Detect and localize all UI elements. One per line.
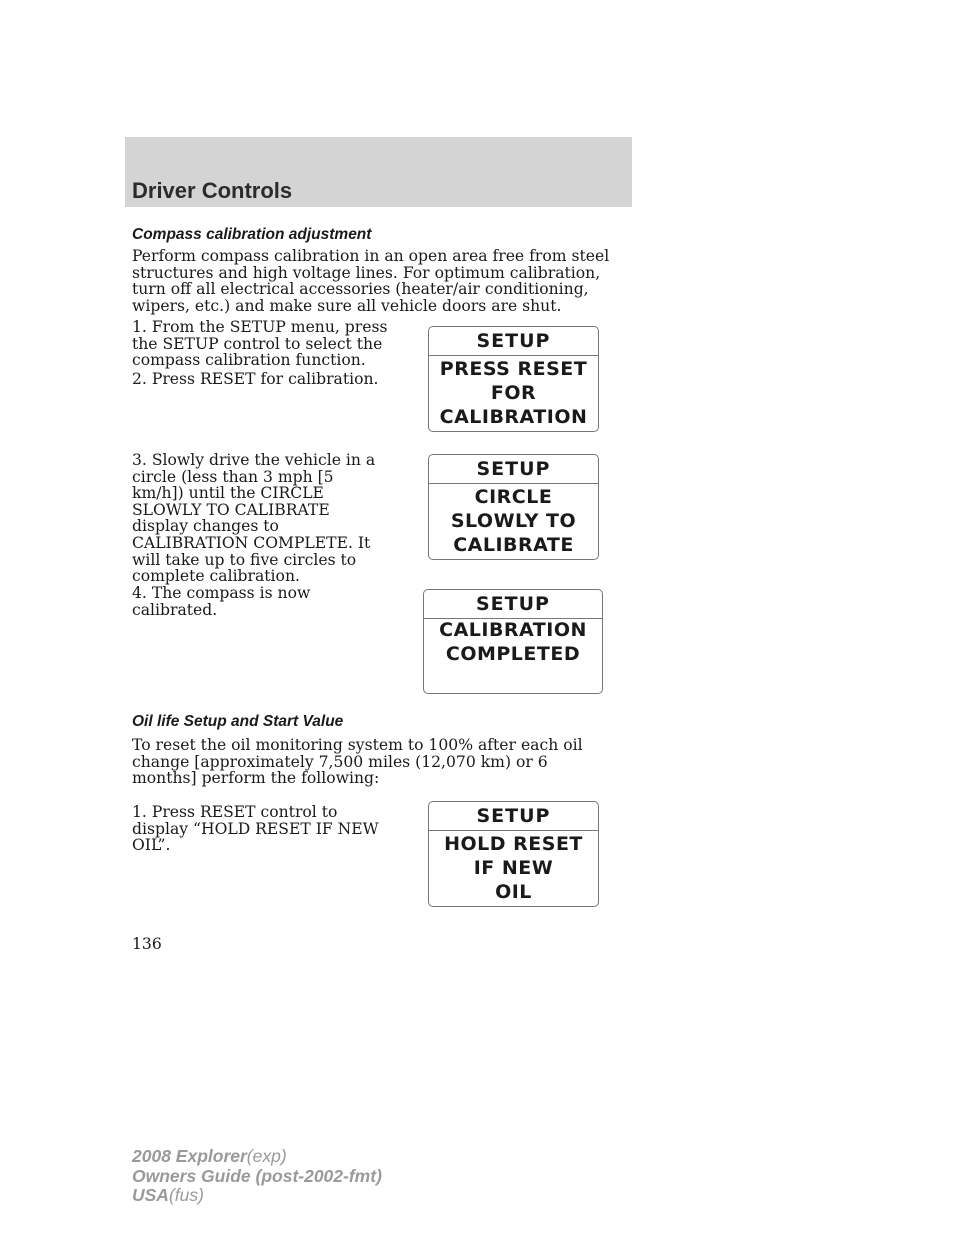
display-title: SETUP <box>476 330 551 352</box>
compass-step-4: 4. The compass is now calibrated. <box>132 584 311 619</box>
footer-line-market <box>132 1186 382 1206</box>
display-message <box>429 832 598 904</box>
oil-step-1: 1. Press RESET control to display “HOLD RESET IF NEW OIL”. <box>132 803 379 855</box>
display-hold-reset-if-new-oil <box>428 801 599 907</box>
section-title: Driver Controls <box>132 178 293 203</box>
oil-life-heading: Oil life Setup and Start Value <box>132 713 344 730</box>
footer-market: USA <box>132 1185 169 1205</box>
footer-guide: Owners Guide (post-2002-fmt) <box>132 1165 382 1186</box>
display-title: SETUP <box>476 805 551 827</box>
display-line: IF NEW <box>473 857 554 879</box>
display-message <box>429 357 598 429</box>
footer-model: 2008 Explorer <box>132 1146 247 1166</box>
footer-market-tag: (fus) <box>168 1185 204 1205</box>
display-line: FOR <box>490 382 537 404</box>
footer-line-model <box>132 1147 382 1167</box>
display-message <box>429 485 598 557</box>
document-footer <box>132 1147 382 1206</box>
display-line: CALIBRATE <box>453 534 574 556</box>
compass-intro-paragraph: Perform compass calibration in an open area free from steel structures and high voltage lines. For optimum calibration, turn off all electrical accessories (heater/air conditioning, wipers, etc.) and make sure all vehicle doors are shut. <box>132 247 610 315</box>
compass-step-2: 2. Press RESET for calibration. <box>132 370 379 388</box>
display-calibration-completed <box>423 589 603 694</box>
display-divider <box>429 830 598 831</box>
compass-step-3: 3. Slowly drive the vehicle in a circle (less than 3 mph [5 km/h]) until the CIRCLE SLOWLY TO CALIBRATE display changes to CALIBRATION COMPLETE. It will take up to five circles to complete calibration. <box>132 451 376 586</box>
display-line: CIRCLE <box>474 486 553 508</box>
display-line: HOLD RESET <box>444 833 583 855</box>
display-line: OIL <box>495 881 532 903</box>
display-title: SETUP <box>476 458 551 480</box>
page-number: 136 <box>132 935 162 953</box>
footer-model-tag: (exp) <box>246 1146 287 1166</box>
footer-line-guide <box>132 1167 382 1187</box>
display-divider <box>429 355 598 356</box>
oil-intro-paragraph: To reset the oil monitoring system to 100% after each oil change [approximately 7,500 miles (12,070 km) or 6 months] perform the following: <box>132 736 583 788</box>
display-line: CALIBRATION <box>439 619 587 641</box>
display-divider <box>429 483 598 484</box>
display-press-reset-for-calibration <box>428 326 599 432</box>
display-line: CALIBRATION <box>439 406 588 428</box>
display-circle-slowly-to-calibrate <box>428 454 599 560</box>
compass-calibration-heading: Compass calibration adjustment <box>132 226 372 243</box>
display-line: SLOWLY TO <box>450 510 577 532</box>
display-title: SETUP <box>476 593 550 615</box>
display-line: COMPLETED <box>445 643 581 665</box>
compass-step-1: 1. From the SETUP menu, press the SETUP control to select the compass calibration function. <box>132 318 388 370</box>
display-line: PRESS RESET <box>439 358 588 380</box>
display-message <box>424 618 602 666</box>
